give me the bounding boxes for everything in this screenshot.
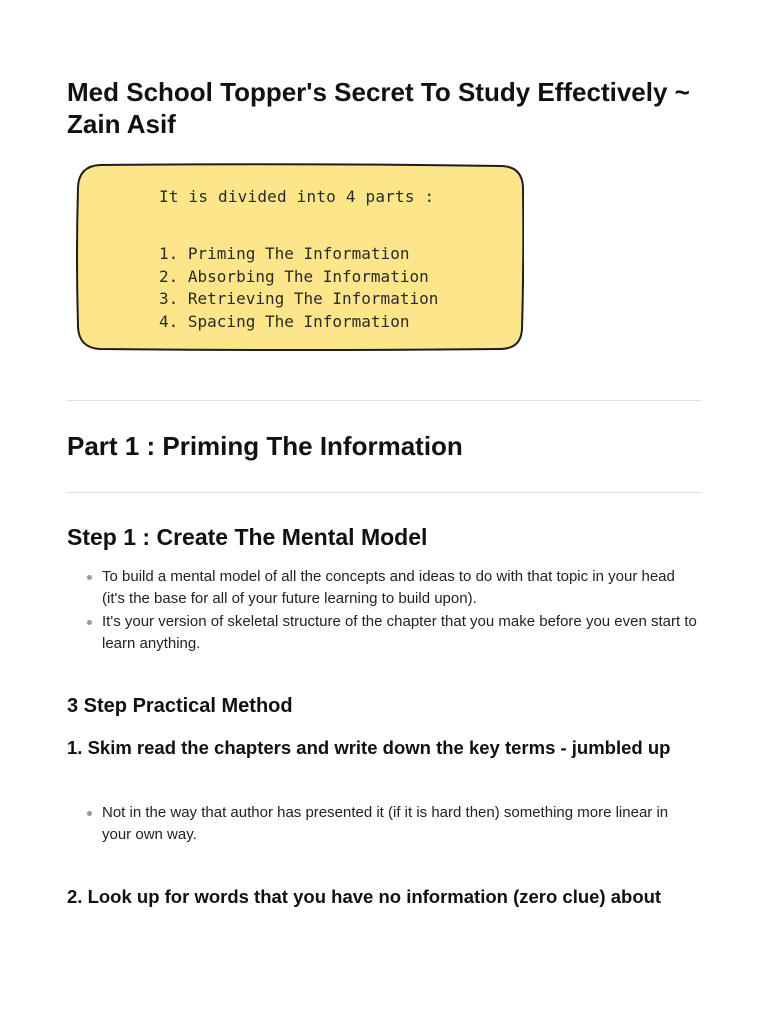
list-item: Not in the way that author has presented it (if it is hard then) something more linear in your own way. <box>67 802 701 846</box>
sketch-card-item: 3. Retrieving The Information <box>159 289 439 308</box>
list-item: To build a mental model of all the concepts and ideas to do with that topic in your head (it's the base for all of your future learning to build upon). <box>67 566 701 610</box>
step1-bullet-list <box>67 566 701 656</box>
sketch-card-item: 4. Spacing The Information <box>159 311 410 331</box>
sketch-card-list <box>159 243 438 333</box>
divider <box>67 492 701 493</box>
sketch-note-card <box>76 163 524 351</box>
method-heading: 3 Step Practical Method <box>67 695 293 717</box>
method-step-heading: 1. Skim read the chapters and write down the key terms - jumbled up <box>67 737 671 758</box>
document-title: Med School Topper's Secret To Study Effectively ~ Zain Asif <box>67 77 690 139</box>
step-heading: Step 1 : Create The Mental Model <box>67 524 428 550</box>
sketch-card-item: 1. Priming The Information <box>159 244 410 263</box>
method-step-heading: 2. Look up for words that you have no information (zero clue) about <box>67 886 662 907</box>
method-step1-bullet-list <box>67 802 701 847</box>
sketch-card-intro: It is divided into 4 parts : <box>159 187 435 206</box>
list-item: It's your version of skeletal structure of the chapter that you make before you even start to learn anything. <box>67 611 701 655</box>
divider <box>67 400 701 401</box>
part-heading: Part 1 : Priming The Information <box>67 431 463 461</box>
sketch-card-item: 2. Absorbing The Information <box>159 266 429 286</box>
